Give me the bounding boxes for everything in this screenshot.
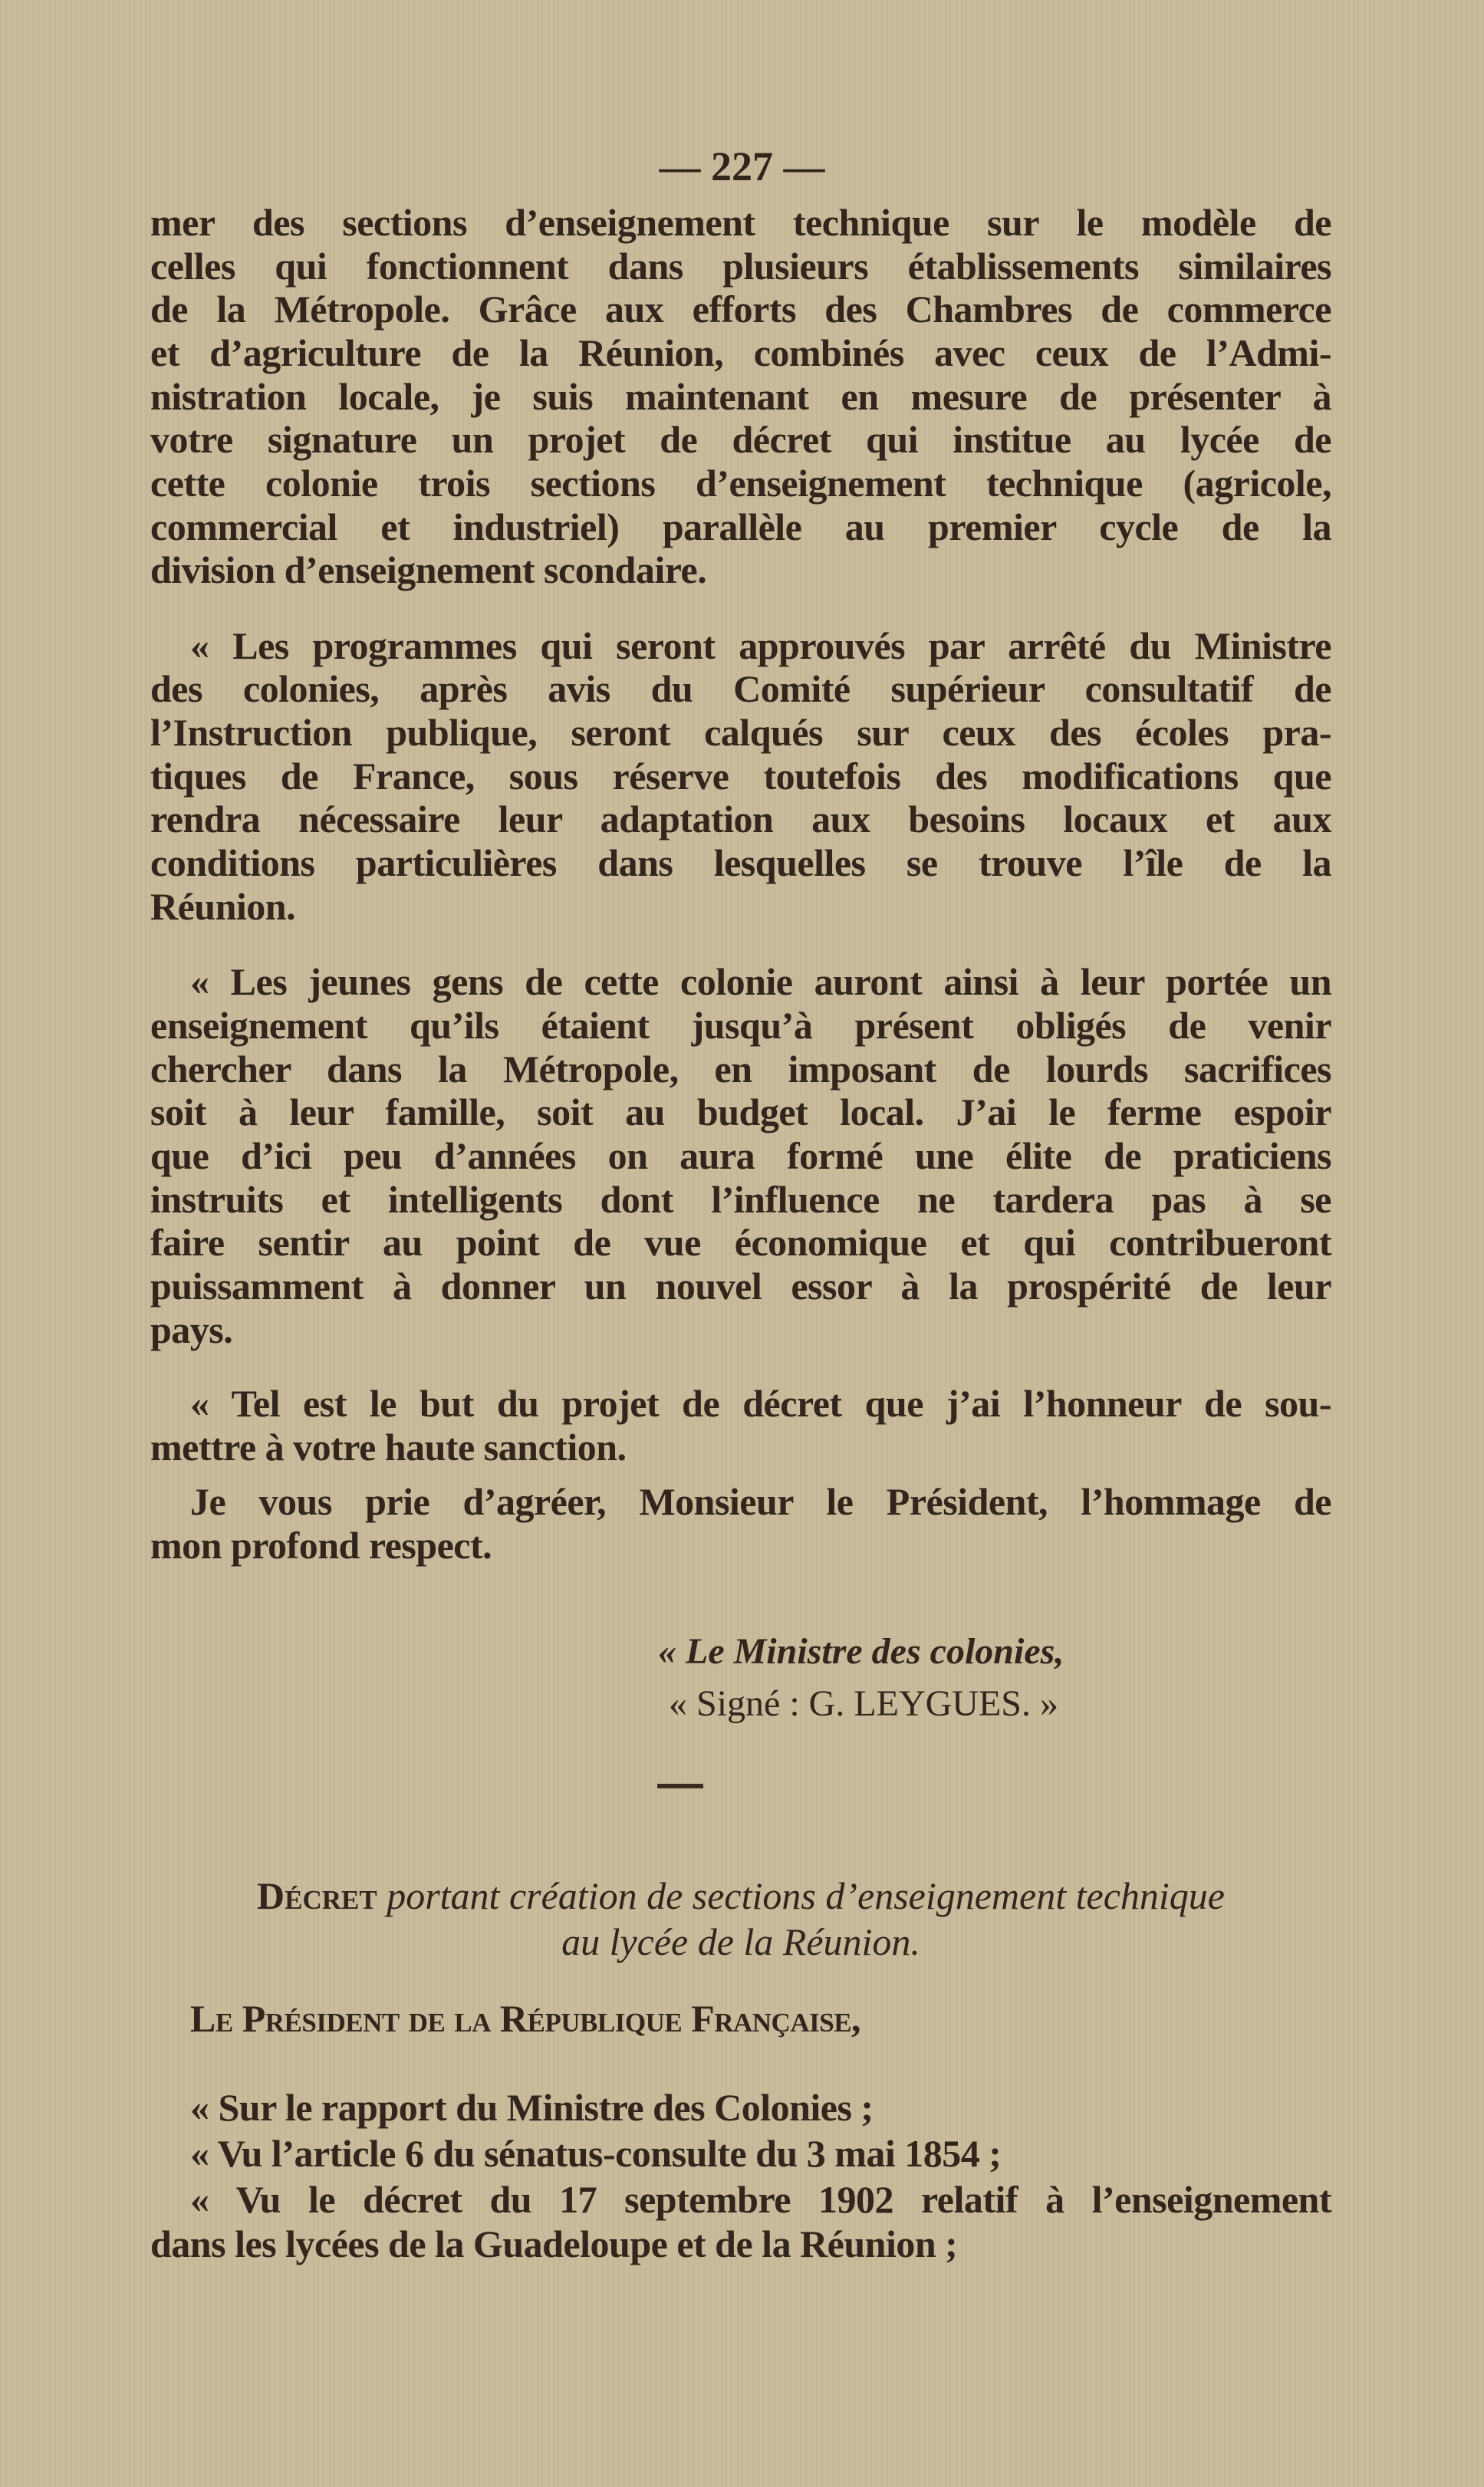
text-line: pays. [150,1308,233,1351]
text-line: votre signature un projet de décret qui institue au lycée de [150,418,1331,461]
text-line: instruits et intelligents dont l’influence ne tardera pas à se [150,1178,1331,1221]
consideration-item: « Vu l’article 6 du sénatus-consulte du 3 mai 1854 ; [190,2132,1002,2175]
president-heading: Le Président de la République Française, [190,1997,861,2040]
text-line: « Les jeunes gens de cette colonie auront ainsi à leur portée un [190,960,1331,1003]
text-line: de la Métropole. Grâce aux efforts des Chambres de commerce [150,288,1331,331]
text-line: « Tel est le but du projet de décret que j’ai l’honneur de sou- [190,1382,1331,1425]
text-line: et d’agriculture de la Réunion, combinés avec ceux de l’Admi- [150,331,1331,374]
consideration-item: dans les lycées de la Guadeloupe et de la Réunion ; [150,2222,958,2265]
text-line: l’Instruction publique, seront calqués sur ceux des écoles pra- [150,711,1331,754]
signature-name: « Signé : G. LEYGUES. » [669,1683,1058,1724]
text-line: Réunion. [150,885,296,928]
decree-title-rest: portant création de sections d’enseignement technique [377,1874,1225,1917]
text-line: soit à leur famille, soit au budget local. J’ai le ferme espoir [150,1091,1331,1133]
text-line: Je vous prie d’agréer, Monsieur le Président, l’hommage de [190,1480,1331,1523]
text-line: conditions particulières dans lesquelles se trouve l’île de la [150,841,1331,884]
decree-title-lead: Décret [257,1874,377,1917]
text-line: celles qui fonctionnent dans plusieurs établissements similaires [150,245,1331,288]
text-line: commercial et industriel) parallèle au premier cycle de la [150,505,1331,548]
text-line: enseignement qu’ils étaient jusqu’à présent obligés de venir [150,1004,1331,1047]
decree-title-line2: au lycée de la Réunion. [561,1920,920,1963]
text-line: rendra nécessaire leur adaptation aux besoins locaux et aux [150,798,1331,841]
text-line: nistration locale, je suis maintenant en mesure de présenter à [150,375,1331,418]
text-line: chercher dans la Métropole, en imposant de lourds sacrifices [150,1048,1331,1091]
text-line: tiques de France, sous réserve toutefois des modifications que [150,755,1331,798]
text-line: cette colonie trois sections d’enseignement technique (agricole, [150,462,1331,505]
text-line: division d’enseignement scondaire. [150,548,707,591]
text-line: faire sentir au point de vue économique et qui contribueront [150,1221,1331,1264]
signature-title: « Le Ministre des colonies, [658,1631,1064,1672]
section-divider [657,1784,703,1788]
text-line: « Les programmes qui seront approuvés par arrêté du Ministre [190,624,1331,667]
consideration-item: « Vu le décret du 17 septembre 1902 relatif à l’enseignement [190,2178,1331,2221]
page-number: — 227 — [659,143,825,189]
decree-title-line1 [150,1873,1331,1919]
text-line: puissamment à donner un nouvel essor à la prospérité de leur [150,1265,1331,1308]
text-line: mon profond respect. [150,1524,492,1567]
text-line: mer des sections d’enseignement technique sur le modèle de [150,201,1331,244]
text-line: que d’ici peu d’années on aura formé une élite de praticiens [150,1134,1331,1177]
consideration-item: « Sur le rapport du Ministre des Colonies ; [190,2086,874,2129]
text-line: des colonies, après avis du Comité supérieur consultatif de [150,667,1331,710]
text-line: mettre à votre haute sanction. [150,1426,627,1469]
